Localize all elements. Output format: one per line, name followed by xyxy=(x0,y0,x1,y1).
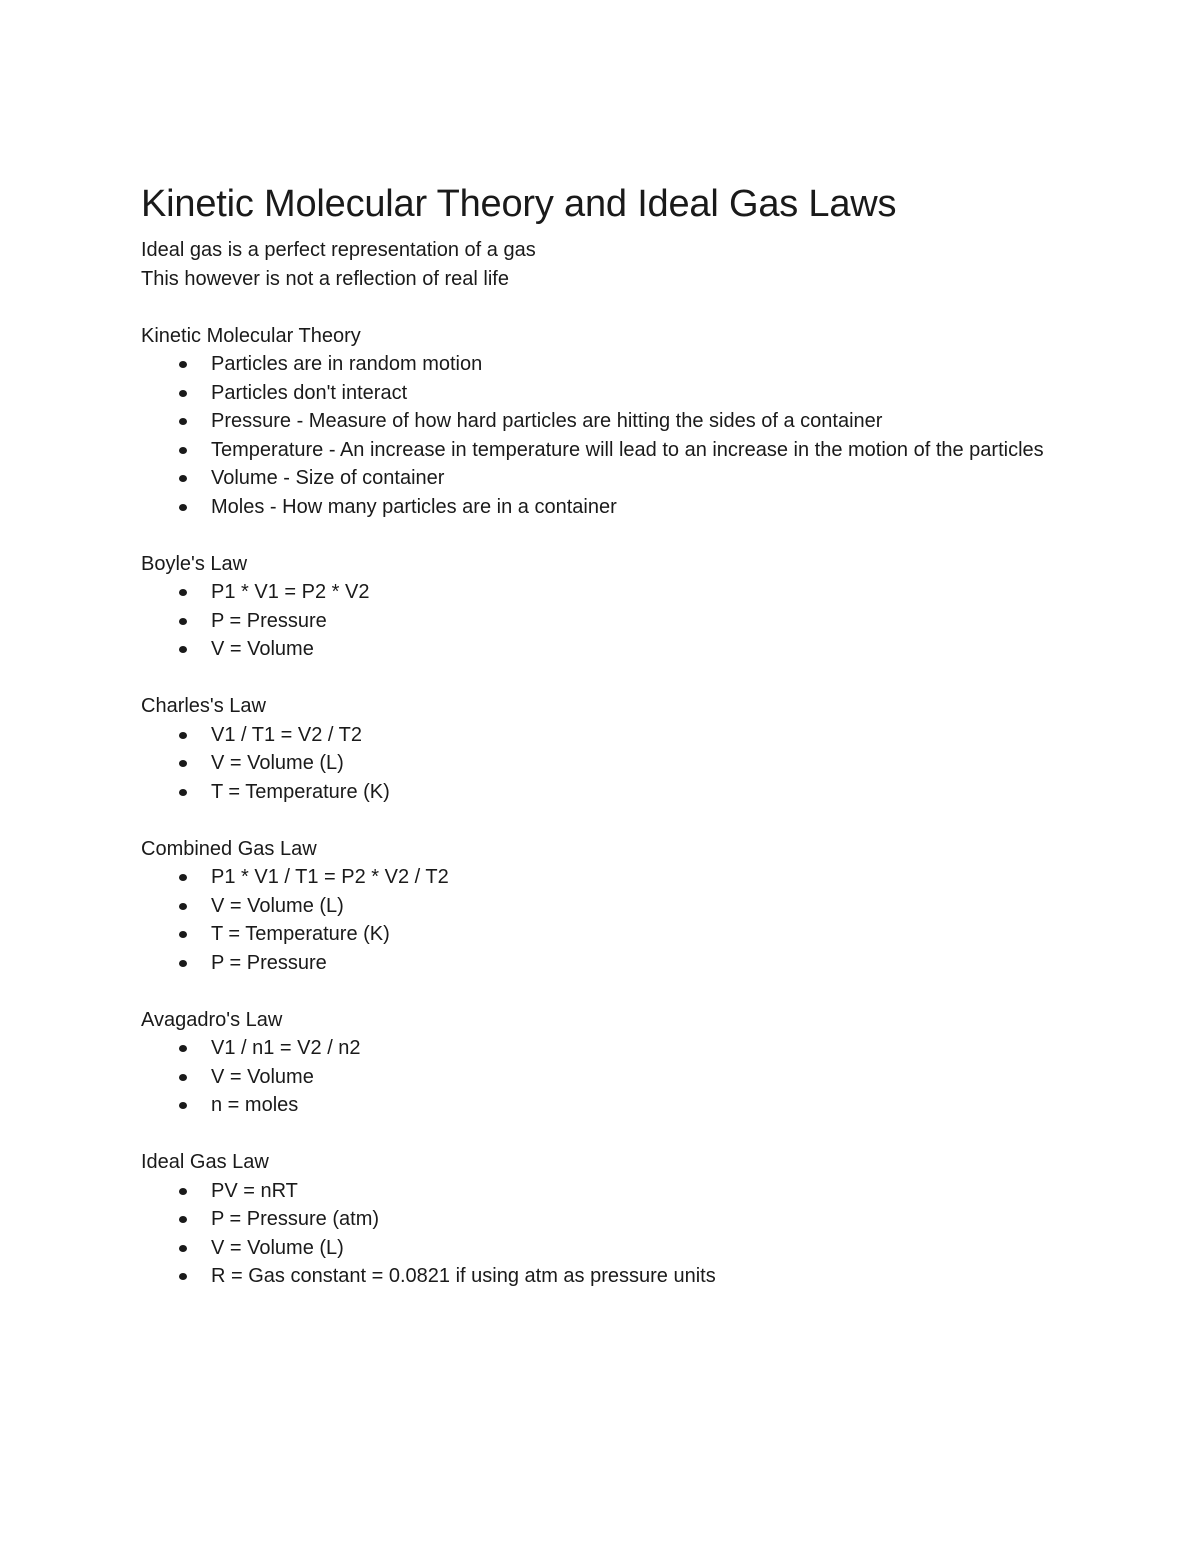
bullet-dot-icon xyxy=(179,475,187,482)
bullet-dot-icon xyxy=(179,1074,187,1081)
bullet-list xyxy=(141,1034,1061,1120)
bullet-dot-icon xyxy=(179,732,187,739)
section-heading: Avagadro's Law xyxy=(141,1008,283,1031)
list-item-text: Moles - How many particles are in a container xyxy=(211,495,617,518)
list-item-text: T = Temperature (K) xyxy=(211,923,390,945)
list-item xyxy=(141,749,1061,778)
list-item-text: V1 / T1 = V2 / T2 xyxy=(211,723,363,746)
list-item xyxy=(141,436,1061,465)
section-boyles-law xyxy=(141,550,1061,664)
list-item xyxy=(141,1262,1061,1291)
bullet-dot-icon xyxy=(179,1245,187,1252)
list-item-text: Volume - Size of container xyxy=(211,467,445,489)
bullet-dot-icon xyxy=(179,1045,187,1052)
section-heading: Kinetic Molecular Theory xyxy=(141,324,361,347)
list-item-text: Temperature - An increase in temperature will lead to an increase in the motion of the particles xyxy=(211,438,1044,461)
bullet-list xyxy=(141,578,1061,664)
list-item xyxy=(141,778,1061,807)
bullet-list xyxy=(141,721,1061,807)
list-item xyxy=(141,407,1061,436)
list-item xyxy=(141,635,1061,664)
bullet-dot-icon xyxy=(179,931,187,938)
bullet-dot-icon xyxy=(179,1216,187,1223)
bullet-dot-icon xyxy=(179,1188,187,1195)
bullet-dot-icon xyxy=(179,504,187,511)
bullet-dot-icon xyxy=(179,903,187,910)
bullet-dot-icon xyxy=(179,1273,187,1280)
document-title: Kinetic Molecular Theory and Ideal Gas Laws xyxy=(141,183,897,225)
list-item-text: Particles don't interact xyxy=(211,381,408,404)
bullet-dot-icon xyxy=(179,789,187,796)
list-item xyxy=(141,1205,1061,1234)
list-item-text: V = Volume xyxy=(211,638,314,660)
list-item xyxy=(141,1234,1061,1263)
bullet-dot-icon xyxy=(179,874,187,881)
list-item-text: V = Volume xyxy=(211,1065,314,1088)
list-item xyxy=(141,379,1061,408)
list-item xyxy=(141,464,1061,493)
list-item-text: Particles are in random motion xyxy=(211,353,483,375)
section-heading: Ideal Gas Law xyxy=(141,1151,269,1173)
section-heading: Boyle's Law xyxy=(141,552,248,575)
list-item-text: n = moles xyxy=(211,1094,299,1116)
list-item-text: P = Pressure (atm) xyxy=(211,1208,380,1230)
bullet-dot-icon xyxy=(179,390,187,397)
bullet-dot-icon xyxy=(179,1102,187,1109)
section-charles-law xyxy=(141,692,1061,806)
bullet-list xyxy=(141,1177,1061,1291)
bullet-list xyxy=(141,863,1061,977)
list-item-text: PV = nRT xyxy=(211,1179,298,1202)
list-item xyxy=(141,350,1061,379)
list-item-text: T = Temperature (K) xyxy=(211,780,390,803)
bullet-dot-icon xyxy=(179,760,187,767)
list-item xyxy=(141,493,1061,522)
intro-block xyxy=(141,236,1061,293)
list-item xyxy=(141,1091,1061,1120)
bullet-dot-icon xyxy=(179,418,187,425)
intro-line: This however is not a reflection of real life xyxy=(141,267,509,290)
list-item xyxy=(141,607,1061,636)
list-item-text: R = Gas constant = 0.0821 if using atm as pressure units xyxy=(211,1265,716,1287)
list-item xyxy=(141,892,1061,921)
bullet-dot-icon xyxy=(179,960,187,967)
section-combined-gas-law xyxy=(141,835,1061,978)
bullet-dot-icon xyxy=(179,646,187,653)
list-item xyxy=(141,863,1061,892)
section-ideal-gas-law xyxy=(141,1148,1061,1291)
list-item xyxy=(141,1177,1061,1206)
list-item xyxy=(141,949,1061,978)
document-page xyxy=(141,180,1061,1291)
list-item-text: V = Volume (L) xyxy=(211,1236,344,1259)
intro-line: Ideal gas is a perfect representation of a gas xyxy=(141,239,536,261)
bullet-dot-icon xyxy=(179,589,187,596)
list-item-text: P1 * V1 / T1 = P2 * V2 / T2 xyxy=(211,866,449,888)
list-item-text: P = Pressure xyxy=(211,609,327,632)
bullet-dot-icon xyxy=(179,447,187,454)
list-item xyxy=(141,920,1061,949)
bullet-dot-icon xyxy=(179,361,187,368)
list-item-text: V1 / n1 = V2 / n2 xyxy=(211,1037,361,1059)
section-heading: Charles's Law xyxy=(141,695,266,717)
bullet-dot-icon xyxy=(179,618,187,625)
list-item-text: P = Pressure xyxy=(211,951,327,974)
list-item-text: P1 * V1 = P2 * V2 xyxy=(211,581,370,603)
list-item-text: V = Volume (L) xyxy=(211,894,344,917)
list-item-text: V = Volume (L) xyxy=(211,752,344,774)
list-item xyxy=(141,721,1061,750)
list-item xyxy=(141,1063,1061,1092)
bullet-list xyxy=(141,350,1061,521)
section-avagadros-law xyxy=(141,1006,1061,1120)
section-heading: Combined Gas Law xyxy=(141,837,317,860)
list-item-text: Pressure - Measure of how hard particles are hitting the sides of a container xyxy=(211,410,883,432)
list-item xyxy=(141,1034,1061,1063)
list-item xyxy=(141,578,1061,607)
section-kinetic-molecular-theory xyxy=(141,322,1061,522)
